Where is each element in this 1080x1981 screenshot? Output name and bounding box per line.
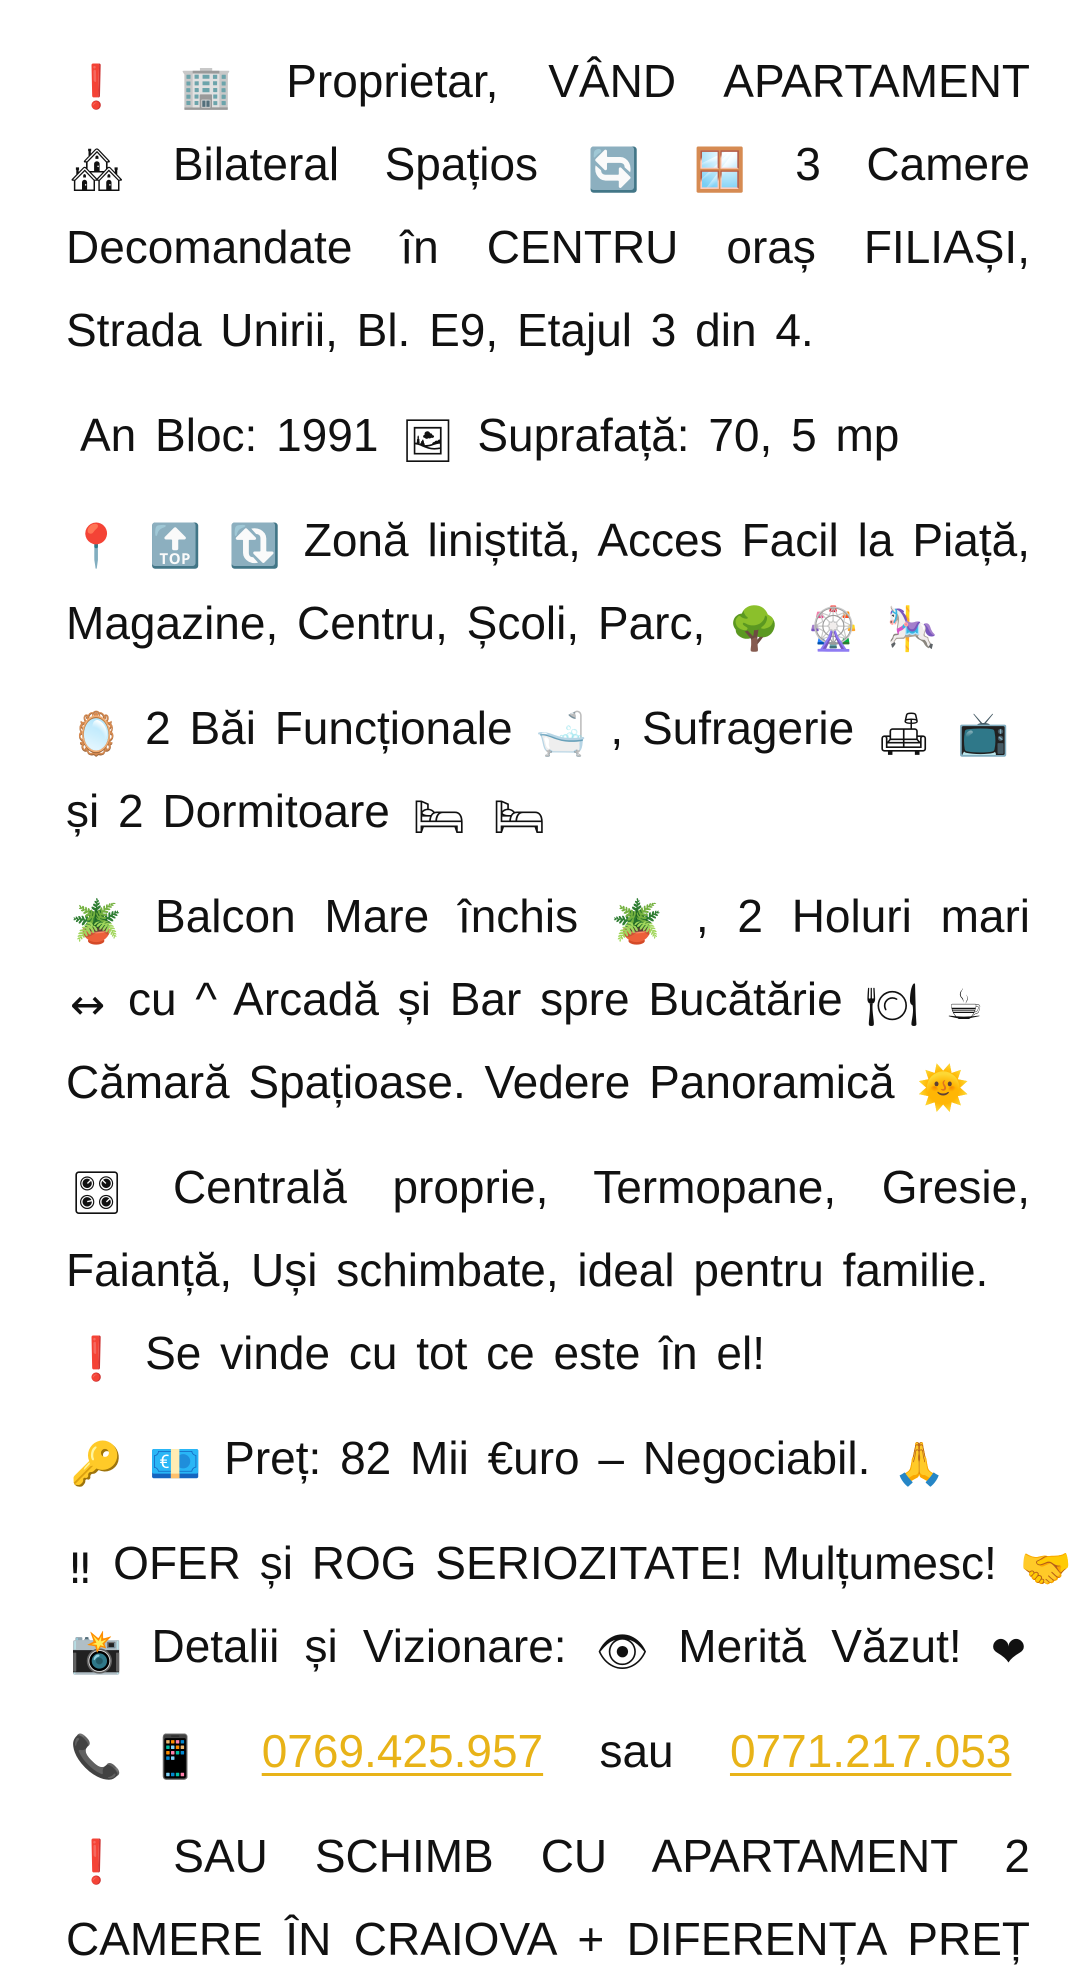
surface-text: Suprafață: 70, 5 mp xyxy=(477,409,900,461)
framed-picture-icon: 🖼 xyxy=(401,416,455,465)
mirror-icon: 🪞 xyxy=(70,709,123,758)
title-text: Proprietar, VÂND APARTAMENT xyxy=(286,55,1031,107)
balcony-line-2 xyxy=(66,958,1030,1041)
exchange-line-1 xyxy=(66,1815,1030,1898)
bedrooms-text: și 2 Dormitoare xyxy=(66,785,390,837)
living-room-text: , Sufragerie xyxy=(610,702,855,754)
balcony-text: Balcon Mare închis xyxy=(155,890,579,942)
build-year-text: An Bloc: 1991 xyxy=(80,409,379,461)
bathtub-icon: 🛁 xyxy=(535,709,588,758)
tv-icon: 📺 xyxy=(957,709,1010,758)
potted-plant-icon: 🪴 xyxy=(70,897,123,946)
title-line-2 xyxy=(66,123,1030,206)
phone-link-2[interactable]: 0771.217.053 xyxy=(729,1725,1012,1777)
balcony-line-1 xyxy=(66,875,1030,958)
bed-icon: 🛏 xyxy=(412,792,466,841)
control-knobs-icon: 🎛 xyxy=(70,1168,124,1217)
rooms-line-1 xyxy=(66,687,1030,770)
contact-paragraph xyxy=(66,1710,1030,1793)
telephone-icon: 📞 xyxy=(70,1732,123,1781)
location-paragraph xyxy=(66,499,1030,665)
rooms-line-2 xyxy=(66,770,1030,853)
features-line-2: Faianță, Uși schimbate, ideal pentru familie. xyxy=(66,1244,989,1296)
features-line-1 xyxy=(66,1146,1030,1229)
ferris-wheel-icon: 🎡 xyxy=(807,604,860,653)
phone-link-1[interactable]: 0769.425.957 xyxy=(261,1725,544,1777)
seriousness-paragraph xyxy=(66,1522,1072,1688)
praying-hands-icon: 🙏 xyxy=(893,1439,946,1488)
exclamation-icon: ❗ xyxy=(70,62,123,111)
arcade-bar-text: cu ^ Arcadă și Bar spre Bucătărie xyxy=(127,973,843,1025)
potted-plant-icon: 🪴 xyxy=(610,897,664,946)
camera-flash-icon: 📸 xyxy=(70,1627,123,1676)
seriousness-line-2 xyxy=(66,1605,1030,1688)
bilateral-text: Bilateral Spațios xyxy=(172,138,539,190)
quiet-zone-text: Zonă liniștită, Acces Facil la Piață, xyxy=(303,514,1031,566)
rooms-paragraph xyxy=(66,687,1030,853)
bed-icon: 🛏 xyxy=(492,792,547,841)
eye-icon: 👁 xyxy=(595,1627,650,1676)
price-paragraph xyxy=(66,1417,1030,1500)
coffee-icon: ☕ xyxy=(945,980,984,1029)
pantry-view-text: Cămară Spațioase. Vedere Panoramică xyxy=(66,1056,895,1108)
exchange-line-2: CAMERE ÎN CRAIOVA + DIFERENȚA PREȚ xyxy=(66,1913,1030,1965)
left-right-arrow-icon: ↔ xyxy=(70,980,106,1029)
exchange-paragraph xyxy=(66,1815,1030,1981)
amenities-text: Magazine, Centru, Școli, Parc, xyxy=(66,597,706,649)
office-building-icon: 🏢 xyxy=(180,62,233,111)
or-text: sau xyxy=(599,1725,674,1777)
refresh-icon: 🔃 xyxy=(228,521,281,570)
houses-icon: 🏘 xyxy=(70,145,124,194)
handshake-icon: 🤝 xyxy=(1019,1544,1072,1593)
bathrooms-text: 2 Băi Funcționale xyxy=(145,702,513,754)
euro-banknote-icon: 💶 xyxy=(149,1439,202,1488)
price-text: Preț: 82 Mii €uro – Negociabil. xyxy=(224,1432,871,1484)
heating-text: Centrală proprie, Termopane, Gresie, xyxy=(172,1161,1031,1213)
top-icon: 🔝 xyxy=(149,521,202,570)
title-line-4: Strada Unirii, Bl. E9, Etajul 3 din 4. xyxy=(66,304,814,356)
features-line-3 xyxy=(66,1312,1030,1395)
sun-icon: 🌞 xyxy=(917,1063,970,1112)
title-line-1 xyxy=(66,40,1030,123)
hallways-text: , 2 Holuri mari xyxy=(695,890,1031,942)
couch-icon: 🛋 xyxy=(876,709,931,758)
double-exclamation-icon: ‼ xyxy=(70,1544,91,1593)
balcony-paragraph xyxy=(66,875,1030,1124)
tree-icon: 🌳 xyxy=(728,604,781,653)
title-paragraph xyxy=(66,40,1030,372)
key-icon: 🔑 xyxy=(70,1439,123,1488)
plate-cutlery-icon: 🍽 xyxy=(865,980,919,1029)
carousel-horse-icon: 🎠 xyxy=(886,604,939,653)
mobile-phone-icon: 📱 xyxy=(149,1732,202,1781)
location-line-1 xyxy=(66,499,1030,582)
seriousness-line-1 xyxy=(66,1522,1072,1605)
sold-furnished-text: Se vinde cu tot ce este în el! xyxy=(145,1327,765,1379)
details-text: Detalii și Vizionare: xyxy=(151,1620,567,1672)
balcony-line-3 xyxy=(66,1041,1030,1124)
exclamation-icon: ❗ xyxy=(70,1334,123,1383)
heart-icon: ❤ xyxy=(990,1627,1027,1676)
price-line xyxy=(66,1417,1030,1500)
seriousness-text: OFER și ROG SERIOZITATE! Mulțumesc! xyxy=(113,1537,997,1589)
exclamation-icon: ❗ xyxy=(70,1837,123,1886)
contact-line xyxy=(66,1710,1030,1793)
building-line xyxy=(66,394,1030,477)
pin-icon: 📍 xyxy=(70,521,123,570)
arrows-cycle-icon: 🔄 xyxy=(587,145,640,194)
location-line-2 xyxy=(66,582,1030,665)
exchange-text: SAU SCHIMB CU APARTAMENT 2 xyxy=(173,1830,1031,1882)
title-line-3: Decomandate în CENTRU oraș FILIAȘI, xyxy=(66,221,1030,273)
building-paragraph xyxy=(66,394,1030,477)
worth-seeing-text: Merită Văzut! xyxy=(678,1620,962,1672)
rooms-text: 3 Camere xyxy=(795,138,1031,190)
window-icon: 🪟 xyxy=(693,145,746,194)
features-paragraph xyxy=(66,1146,1030,1395)
